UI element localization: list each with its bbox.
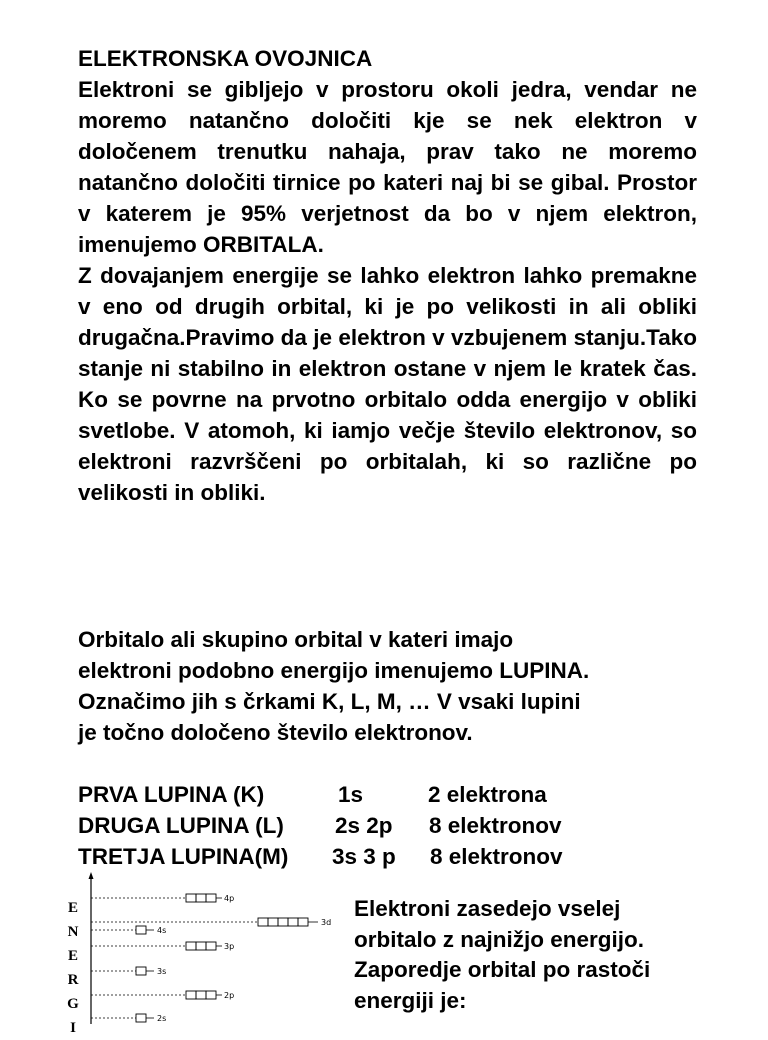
shell-definition-line: Orbitalo ali skupino orbital v kateri imajo bbox=[78, 627, 514, 652]
shell-list bbox=[78, 779, 698, 872]
orbital-label: 2p bbox=[224, 991, 235, 1000]
orbital-level-4p bbox=[91, 894, 234, 903]
orbital-level-3s bbox=[91, 967, 166, 976]
note-line: Elektroni zasedejo vselej bbox=[354, 896, 621, 921]
orbital-label: 4s bbox=[157, 926, 167, 935]
orbital-level-2p bbox=[91, 991, 234, 1000]
orbital-label: 3d bbox=[321, 918, 332, 927]
orbital-level-3p bbox=[91, 942, 234, 951]
orbital-paragraph: Elektroni se gibljejo v prostoru okoli jedra, vendar ne moremo natančno določiti kje se nek elektron v določenem trenutku nahaja, prav tako ne moremo natančno določiti tirnice po kateri naj bi se gibal. Prostor v katerem je 95% verjetnost da bo v njem elektron, imenujemo ORBITALA. bbox=[78, 77, 697, 257]
orbital-energy-diagram bbox=[60, 870, 350, 1024]
energy-letter: E bbox=[67, 948, 78, 964]
note-line: orbitalo z najnižjo energijo. bbox=[354, 926, 645, 952]
note-line: energiji je: bbox=[354, 987, 467, 1013]
shell-definition-line: elektroni podobno energijo imenujemo LUPINA. bbox=[78, 658, 590, 683]
orbital-label: 3p bbox=[224, 942, 235, 951]
page-title: ELEKTRONSKA OVOJNICA bbox=[78, 46, 373, 71]
shell-orbitals: 1s bbox=[338, 782, 364, 807]
energy-letter: N bbox=[67, 924, 79, 940]
shell-electrons: 2 elektrona bbox=[428, 782, 547, 807]
shell-electrons: 8 elektronov bbox=[430, 844, 563, 869]
orbital-label: 4p bbox=[224, 894, 235, 903]
shell-orbitals: 3s 3 p bbox=[332, 844, 396, 869]
energy-letter: I bbox=[70, 1020, 76, 1036]
shell-definition-line: je točno določeno število elektronov. bbox=[78, 720, 473, 745]
shell-row bbox=[78, 810, 698, 841]
note-line: Zaporedje orbital po rastoči bbox=[354, 957, 651, 982]
orbital-level-3d bbox=[91, 918, 331, 927]
orbital-order-note bbox=[354, 894, 714, 1016]
shell-name: DRUGA LUPINA (L) bbox=[78, 813, 284, 838]
shell-definition bbox=[78, 624, 698, 748]
shell-name: PRVA LUPINA (K) bbox=[78, 782, 265, 807]
shell-row bbox=[78, 841, 698, 872]
orbital-label: 3s bbox=[157, 967, 167, 976]
energy-letter: E bbox=[67, 900, 78, 916]
shell-row bbox=[78, 779, 698, 810]
shell-name: TRETJA LUPINA(M) bbox=[78, 844, 289, 869]
energy-letter: R bbox=[67, 972, 79, 988]
orbital-level-4s bbox=[91, 926, 166, 935]
excitation-paragraph: Z dovajanjem energije se lahko elektron lahko premakne v eno od drugih orbital, ki je po velikosti in ali obliki drugačna.Pravimo da je elektron v vzbujenem stanju.Tako stanje ni stabilno in elektron ostane v njem le kratek čas. Ko se povrne na prvotno orbitalo odda energijo v obliki svetlobe. V atomoh, ki iamjo večje število elektronov, so elektroni razvrščeni po orbitalah, ki so različne po velikosti in obliki. bbox=[78, 263, 697, 505]
shell-orbitals: 2s 2p bbox=[335, 813, 393, 838]
energy-axis-arrow-icon bbox=[89, 872, 94, 879]
shell-electrons: 8 elektronov bbox=[429, 813, 562, 838]
orbital-level-2s bbox=[91, 1014, 166, 1023]
orbital-label: 2s bbox=[157, 1014, 167, 1023]
shell-definition-line: Označimo jih s črkami K, L, M, … V vsaki lupini bbox=[78, 689, 581, 714]
energy-letter: G bbox=[67, 996, 79, 1012]
